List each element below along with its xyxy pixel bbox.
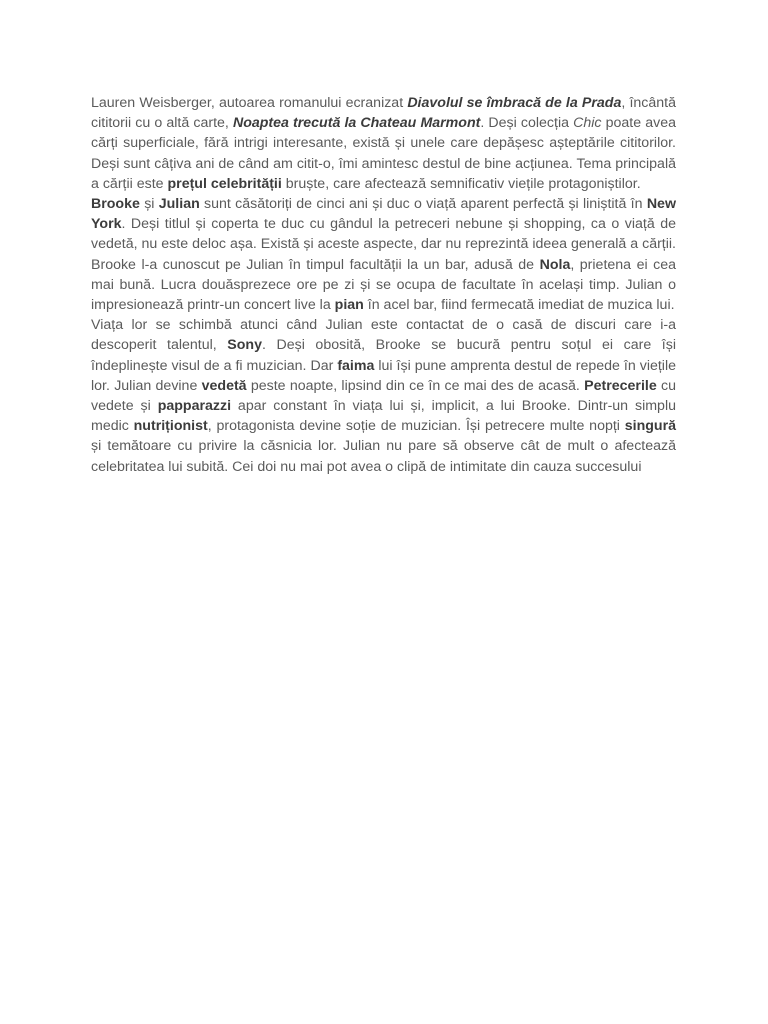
text-run: lui își pune amprenta destul de repede în viețile lor. Julian devine: [91, 357, 676, 394]
bold-text: faima: [337, 357, 375, 374]
text-run: , protagonista devine soție de muzician. Își petrecere multe nopți: [207, 418, 625, 435]
bold-text: pian: [334, 297, 364, 314]
text-run: . Deși colecția: [480, 115, 574, 132]
bold-text: Julian: [158, 196, 200, 213]
text-run: , încântă cititorii cu o altă carte,: [91, 95, 676, 132]
text-run: . Deși titlul și coperta te duc cu gândul la petreceri nebune și shopping, ca o viață de vedetă, nu este deloc așa. Există și aceste aspecte, dar nu reprezintă ideea generală a cărții. Brooke l-a cunoscut pe Julian în timpul facultății la un bar, adusă de: [91, 216, 676, 273]
text-run: și: [139, 196, 159, 213]
bold-text: singură: [624, 418, 676, 435]
bold-text: Nola: [539, 256, 571, 273]
book-title: Diavolul se îmbracă de la Prada: [407, 95, 622, 111]
text-run: în acel bar, fiind fermecată imediat de muzica lui.: [363, 297, 675, 314]
bold-text: papparazzi: [157, 398, 232, 415]
text-run: și temătoare cu privire la căsnicia lor. Julian nu pare să observe cât de mult o afectează celebritatea lui subită. Cei doi nu mai pot avea o clipă de intimitate din cauza succesului: [91, 438, 676, 475]
bold-text: Petrecerile: [584, 377, 657, 394]
text-run: . Deși obosită, Brooke se bucură pentru soțul ei care își îndeplinește visul de a fi muzician. Dar: [91, 337, 676, 374]
text-run: sunt căsătoriți de cinci ani și duc o viață aparent perfectă și liniștită în: [199, 196, 647, 213]
text-run: bruște, care afectează semnificativ viețile protagoniștilor.: [281, 175, 641, 192]
bold-text: prețul celebrității: [167, 175, 282, 192]
text-run: , prietena ei cea mai bună. Lucra douăsprezece ore pe zi și se ocupa de facultate în același timp. Julian o impresionează printr-un concert live la: [91, 256, 676, 314]
document-page: [91, 93, 676, 477]
paragraph: [91, 93, 676, 194]
bold-text: Brooke: [91, 196, 140, 213]
bold-text: Sony: [227, 337, 262, 354]
text-run: poate avea cărți superficiale, fără intrigi interesante, există și unele care depășesc așteptările cititorilor. Deși sunt câțiva ani de când am citit-o, îmi amintesc destul de bine acțiunea. Tema principală a cărții este: [91, 115, 676, 192]
text-run: Lauren Weisberger, autoarea romanului ecranizat: [91, 95, 408, 111]
paragraph: [91, 194, 676, 315]
bold-text: New York: [91, 196, 676, 233]
paragraph: [91, 315, 676, 477]
bold-text: vedetă: [201, 377, 247, 394]
book-title: Noaptea trecută la Chateau Marmont: [232, 115, 481, 132]
italic-text: Chic: [573, 115, 602, 132]
text-run: Viața lor se schimbă atunci când Julian este contactat de o casă de discuri care i-a descoperit talentul,: [91, 317, 676, 354]
text-run: cu vedete și: [91, 377, 676, 415]
text-run: peste noapte, lipsind din ce în ce mai des de acasă.: [246, 377, 585, 394]
bold-text: nutriționist: [133, 418, 208, 435]
text-run: apar constant în viața lui și, implicit, a lui Brooke. Dintr-un simplu medic: [91, 398, 676, 435]
